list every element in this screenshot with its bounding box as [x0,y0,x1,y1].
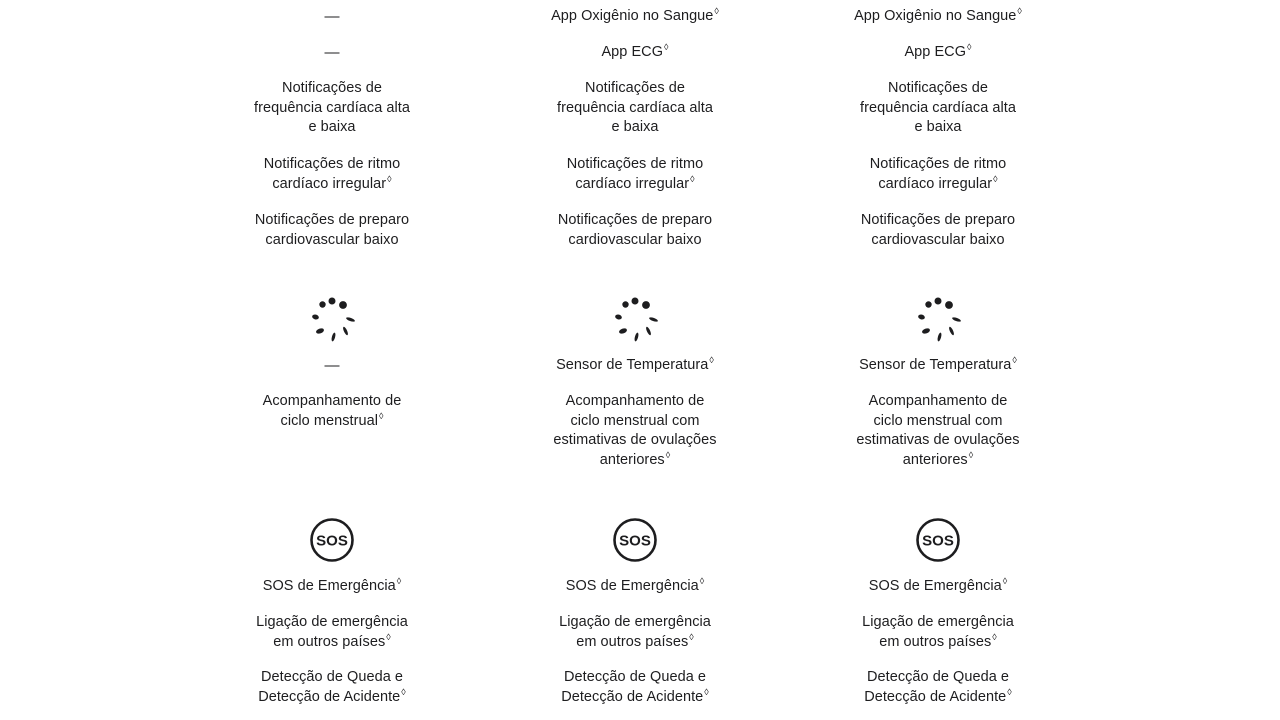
cardio-fitness-feature: Notificações de preparo cardiovascular baixo [254,212,410,248]
footnote-mark: ◊ [1007,686,1012,697]
footnote-mark: ◊ [967,42,972,52]
sos-icon [309,517,355,563]
heart-rate-notifications-feature: Notificações de frequência cardíaca alta e baixa [254,80,410,135]
footnote-mark: ◊ [704,686,709,697]
blood-oxygen-feature: App Oxigênio no Sangue◊ [854,6,1022,24]
footnote-mark: ◊ [690,173,695,184]
cycle-tracking-feature: Acompanhamento de ciclo menstrual com estimativas de ovulações anteriores◊ [856,393,1020,468]
temperature-feature: — [324,357,340,374]
heart-rate-notifications-feature: Notificações de frequência cardíaca alta e baixa [860,80,1016,135]
footnote-mark: ◊ [378,410,384,421]
emergency-sos-feature: SOS de Emergência◊ [868,576,1008,594]
fall-crash-detection-feature: Detecção de Queda e Detecção de Acidente◊ [258,669,406,705]
footnote-mark: ◊ [665,449,671,460]
cycle-tracking-feature: Acompanhamento de ciclo menstrual◊ [262,393,402,429]
emergency-sos-feature: SOS de Emergência◊ [262,576,402,594]
comparison-column-1 [232,0,432,720]
footnote-mark: ◊ [1002,576,1008,586]
svg-text:SOS: SOS [922,532,954,550]
blood-oxygen-feature: App Oxigênio no Sangue◊ [551,6,719,24]
footnote-mark: ◊ [714,6,719,16]
emergency-sos-feature: SOS de Emergência◊ [565,576,705,594]
international-calling-feature: Ligação de emergência em outros países◊ [559,614,711,650]
heart-rate-notifications-feature: Notificações de frequência cardíaca alta e baixa [557,80,713,135]
temperature-feature: Sensor de Temperatura◊ [859,355,1017,373]
footnote-mark: ◊ [992,631,997,642]
ecg-feature: App ECG◊ [904,42,972,60]
irregular-rhythm-feature: Notificações de ritmo cardíaco irregular◊ [869,156,1007,192]
comparison-column-2 [535,0,735,720]
footnote-mark: ◊ [699,576,705,586]
footnote-mark: ◊ [396,576,402,586]
footnote-mark: ◊ [993,173,998,184]
cycle-tracking-feature: Acompanhamento de ciclo menstrual com estimativas de ovulações anteriores◊ [553,393,717,468]
svg-text:SOS: SOS [619,532,651,550]
fall-crash-detection-feature: Detecção de Queda e Detecção de Acidente◊ [864,669,1012,705]
blood-oxygen-feature: — [324,8,340,25]
svg-text:SOS: SOS [316,532,348,550]
footnote-mark: ◊ [664,42,669,52]
cycle-tracking-icon [612,297,658,343]
ecg-feature: — [324,44,340,61]
temperature-feature: Sensor de Temperatura◊ [556,355,714,373]
footnote-mark: ◊ [968,449,974,460]
comparison-column-3 [838,0,1038,720]
footnote-mark: ◊ [386,631,391,642]
footnote-mark: ◊ [401,686,406,697]
cycle-tracking-icon [309,297,355,343]
irregular-rhythm-feature: Notificações de ritmo cardíaco irregular◊ [566,156,704,192]
irregular-rhythm-feature: Notificações de ritmo cardíaco irregular◊ [263,156,401,192]
cardio-fitness-feature: Notificações de preparo cardiovascular baixo [860,212,1016,248]
footnote-mark: ◊ [689,631,694,642]
cardio-fitness-feature: Notificações de preparo cardiovascular baixo [557,212,713,248]
international-calling-feature: Ligação de emergência em outros países◊ [256,614,408,650]
international-calling-feature: Ligação de emergência em outros países◊ [862,614,1014,650]
sos-icon [612,517,658,563]
footnote-mark: ◊ [1017,6,1022,16]
footnote-mark: ◊ [387,173,392,184]
ecg-feature: App ECG◊ [601,42,669,60]
footnote-mark: ◊ [709,355,714,365]
cycle-tracking-icon [915,297,961,343]
sos-icon [915,517,961,563]
fall-crash-detection-feature: Detecção de Queda e Detecção de Acidente◊ [561,669,709,705]
footnote-mark: ◊ [1012,355,1017,365]
